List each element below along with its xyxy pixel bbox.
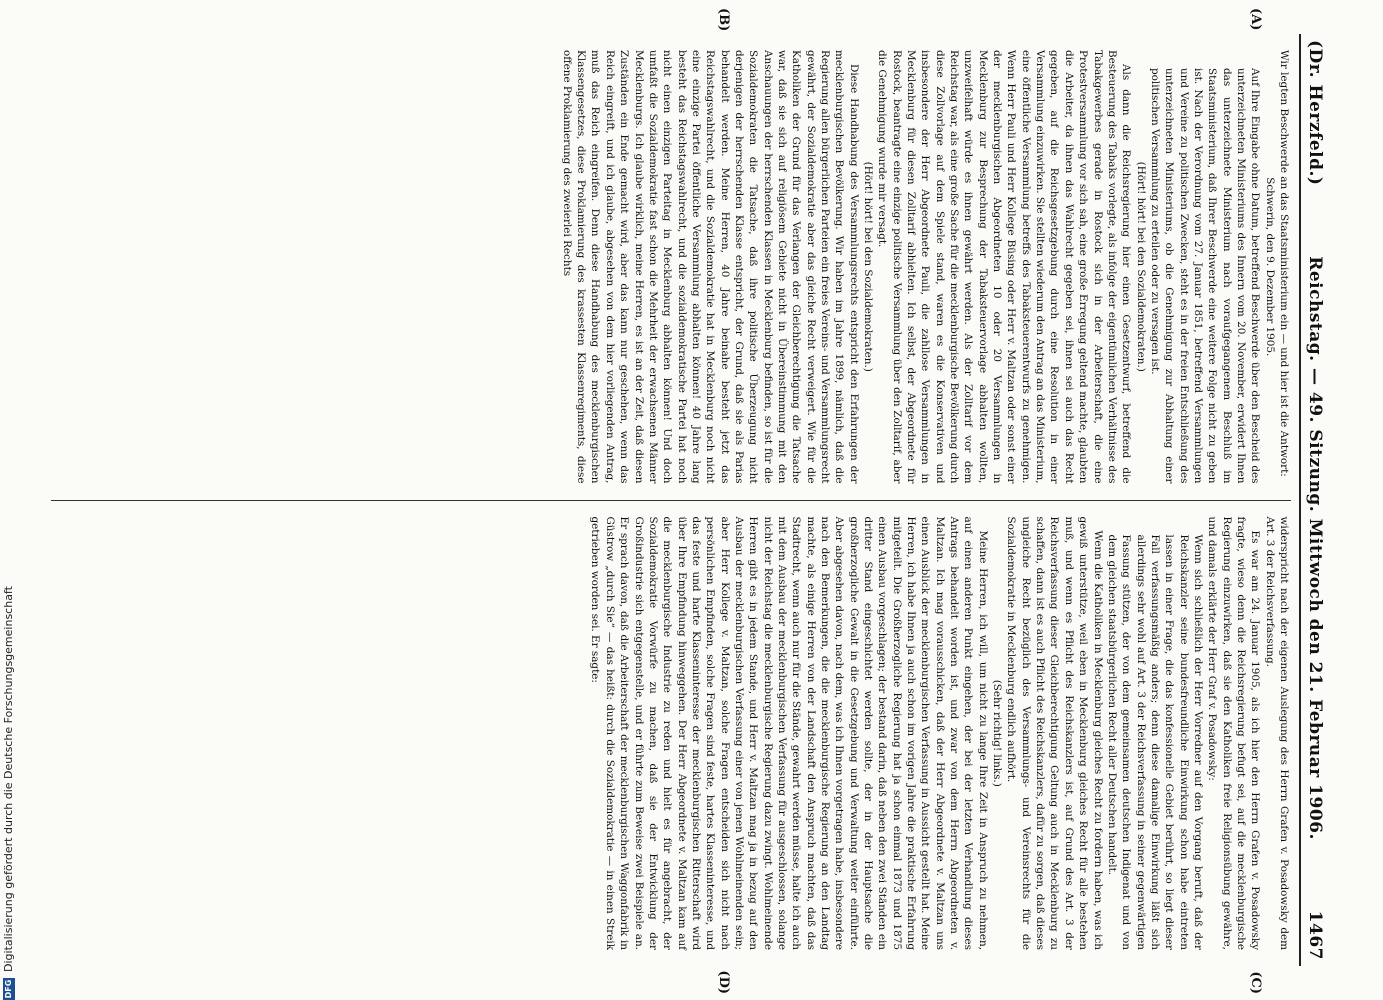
paragraph: Wenn die Katholiken in Mecklenburg gleiches Recht zu fordern haben, was ich gewiß unterstütze, weil eben in Mecklenburg gleiches Recht für alle bestehen muß, und wenn es Pflicht des Reichskanzlers ist, auf Grund des Art. 3 der Reichsverfassung dieser Gleichberechtigung Geltung auch in Mecklenburg zu schaffen, dann ist es auch Pflicht des Reichskanzlers, dafür zu sorgen, daß dieses ungleiche Recht bezüglich des Versammlungs- und Vereinsrechts für die Sozialdemokratie in Mecklenburg endlich aufhört.	[1005, 516, 1104, 950]
paragraph: Es war am 24. Januar 1905, als ich hier den Herrn Grafen v. Posadowsky fragte, wieso denn die Reichsregierung befugt sei, auf die mecklenburgische Regierung einzuwirken, daß sie den Katholiken freie Religionsübung gewähre, und damals erklärte der Herr Graf v. Posadowsky:	[1206, 516, 1262, 950]
dfg-logo: DFG	[3, 979, 13, 999]
paragraph: Diese Handhabung des Versammlungsrechts entspricht den Erfahrungen der mecklenburgischen Bevölkerung. Wir haben im Jahre 1899, nämlich, daß die Regierung allen bürgerlichen Parteien ein freies Vereins- und Versammlungsrecht gewährt, der Sozialdemokratie aber das gleiche Recht verweigert. Wie für die Katholiken der Grund für das Verlangen der Gleichberechtigung die Tatsache war, daß sie sich auf religiösem Gebiete nicht in Übereinstimmung mit den Anschauungen der herrschenden Klassen in Mecklenburg befinden, so ist für die Sozialdemokraten die Tatsache, daß ihre politische Überzeugung nicht derjenigen der herrschenden Klasse entspricht, der Grund, daß sie als Parias behandelt werden. Meine Herren, 40 Jahre beinahe besteht jetzt das Reichstagswahlrecht, und die Sozialdemokratie hat in Mecklenburg noch nicht eine einzige Partei öffentliche Versammlung abhalten können! 40 Jahre lang besteht das Reichstagswahlrecht, und die sozialdemokratische Partei hat noch nicht einen einzigen Parteitag in Mecklenburg abhalten können! Und doch umfaßt die Sozialdemokratie fast schon die Mehrheit der erwachsenen Männer Mecklenburgs. Ich glaube wirklich, meine Herren, es ist an der Zeit, daß diesen Zuständen ein Ende gemacht wird, aber das kann nur geschehen, wenn das Reich eingreift, und ich glaube, abgesehen von dem hier vorliegenden Antrag, muß das Reich eingreifen. Denn diese Handhabung des mecklenburgischen Klassengesetzes, diese Proklamierung des krassesten Klassenregiments, diese offene Proklamierung des zweierlei Rechts	[560, 50, 860, 484]
paragraph: Auf Ihre Eingabe ohne Datum, betreffend Beschwerde über den Bescheid des unterzeichneten Ministeriums des Innern vom 20. November, erwidert Ihnen das unterzeichnete Ministerium nach voraufgegangenem Beschluß im Staatsministerium, daß Ihrer Beschwerde eine weitere Folge nicht zu geben ist. Nach der Verordnung vom 27. Januar 1851, betreffend Versammlungen und Vereine zu politischen Zwecken, steht es in der freien Entschließung des unterzeichneten Ministeriums, ob die Genehmigung zur Abhaltung einer politischen Versammlung zu erteilen oder zu versagen ist.	[1148, 68, 1262, 484]
page-number: 1467	[1305, 910, 1325, 960]
paragraph: (Sehr richtig! links.)	[991, 679, 1004, 787]
right-column	[51, 501, 1291, 967]
paragraph: widerspricht nach der eigenen Auslegung des Herrn Grafen v. Posadowsky dem Art. 3 der Reichsverfassung.	[1263, 516, 1290, 950]
margin-marker-d: (D)	[716, 970, 731, 994]
left-column	[51, 34, 1291, 500]
page-header	[1299, 34, 1325, 966]
text-columns	[51, 8, 1291, 994]
paragraph: Wenn sich schließlich der Herr Vorredner auf den Vorgang beruft, daß der Reichskanzler seine bundesfreundliche Einwirkung schon habe eintreten lassen in einer Frage, die das konfessionelle Gebiet berührt, so liegt dieser Fall verfassungsmäßig anders; denn diese damalige Einwirkung läßt sich allerdings sehr wohl auf Art. 3 der Reichsverfassung in seiner gegenwärtigen Fassung stützen, der von dem gemeinsamen deutschen Indigenat und von dem gleichen staatsbürgerlichen Recht aller Deutschen handelt.	[1105, 534, 1204, 950]
margin-marker-a: (A)	[1248, 8, 1263, 31]
session-title: Reichstag. — 49. Sitzung. Mittwoch den 21. Februar 1906.	[1305, 256, 1325, 840]
paragraph: (Hört! hört! bei den Sozialdemokraten.)	[862, 161, 875, 372]
paragraph: Meine Herren, ich will, um nicht zu lange Ihre Zeit in Anspruch zu nehmen, auf einen anderen Punkt eingehen, der bei der letzten Verhandlung dieses Antrags behandelt worden ist, und zwar von dem Herrn Abgeordneten v. Maltzan. Ich mag vorausschicken, daß der Herr Abgeordnete v. Maltzan uns einen Ausblick der mecklenburgischen Verfassung in Aussicht gestellt hat. Meine Herren, ich habe Ihnen ja auch schon im vorigen Jahre die praktische Erfahrung mitgeteilt. Die Großherzogliche Regierung hat ja schon einmal 1873 und 1875 einen Ausbau vorgeschlagen; der bestand darin, daß neben den zwei Ständen ein dritter Stand eingeschichtet werden sollte, der in der Hauptsache die großherzogliche Gewalt in die Gesetzgebung und Verwaltung weiter einführte. Aber abgesehen davon, nach dem, was ich Ihnen vorgetragen habe, insbesondere nach den Bemerkungen, die die mecklenburgische Regierung an den Landtag machte, als einige Herren von der Landschaft den Anspruch machten, daß das Stadtrecht, wenn auch nur für die Stände, gewahrt werden müsse, halte ich auch mit dem Ausbau der mecklenburgischen Verfassung für ausgeschlossen, solange nicht der Reichstag die mecklenburgische Regierung dazu zwingt. Wohlmeinende Herren gibt es in jedem Stande, und Herr v. Maltzan mag ja in bezug auf den Ausbau der mecklenburgischen Verfassung einer von jenen Wohlmeinenden sein; aber Herr Kollege v. Maltzan, solche Fragen entscheiden sich nicht nach persönlichen Empfinden, solche Fragen sind feste, hartes Klasseninteresse, und das feste und harte Klasseninteresse der mecklenburgischen Ritterschaft wird über Ihre Empfindung hinweggehen. Der Herr Abgeordnete v. Maltzan kam auf die mecklenburgische Industrie zu reden und hielt es für angebracht, der Sozialdemokratie Vorwürfe zu machen, daß sie der Entwicklung der Großindustrie sich entgegenstelle, und er führte zum Beweise zwei Beispiele an. Er sprach davon, daß die Arbeiterschaft der mecklenburgischen Waggonfabrik in Güstrow „durch Sie“ — das heißt: durch die Sozialdemokratie — in einen Streik getrieben worden sei. Er sagte:	[589, 516, 989, 950]
paragraph: Als dann die Reichsregierung hier einen Gesetzentwurf, betreffend die Besteuerung des Tabaks vorlegte, als infolge der eigentümlichen Verhältnisse des Tabakgewerbes gerade in Rostock sich in der Arbeiterschaft, die eine Protestversammlung vor sich sah, eine große Erregung geltend machte, glaubten die Arbeiter, da ihnen das Wahlrecht gegeben sei, ihnen sei auch das Recht gegeben, auf die Reichsgesetzgebung durch eine Resolution in einer Versammlung einzuwirken. Sie stellten wiederum den Antrag an das Ministerium, eine öffentliche Versammlung betreffs des Tabaksteuerentwurfs zu genehmigen. Wenn Herr Pauli und Herr Kollege Büsing oder Herr v. Maltzan oder sonst einer der mecklenburgischen Abgeordneten 10 oder 20 Versammlungen in Mecklenburg zur Besprechung der Tabaksteuervorlage abhalten wollten, unzweifelhaft würde es ihnen gewährt werden. Als der Zolltarif vor dem Reichstag war, als eine große Sache für die mecklenburgische Bevölkerung durch diese Zollvorlage auf dem Spiele stand, waren es die Konservativen und insbesondere der Herr Abgeordnete Pauli, die zahllose Versammlungen in Mecklenburg für diesen Zolltarif abhielten. Ich selbst, der Abgeordnete für Rostock, beantragte eine einzige politische Versammlung über den Zolltarif, aber die Genehmigung wurde mir versagt.	[876, 50, 1133, 484]
margin-marker-b: (B)	[716, 8, 731, 32]
speaker-name: (Dr. Herzfeld.)	[1305, 40, 1325, 186]
paragraph: (Hört! hört! bei den Sozialdemokraten.)	[1134, 161, 1147, 372]
digitization-credit	[2, 586, 15, 1000]
paragraph: Schwerin, den 9. Dezember 1905.	[1263, 177, 1276, 357]
credit-text: Digitalisierung gefördert durch die Deutsche Forschungsgemeinschaft	[2, 586, 15, 972]
margin-marker-c: (C)	[1248, 971, 1263, 994]
paragraph: Wir legten Beschwerde an das Staatsministerium ein — und hier ist die Antwort:	[1278, 50, 1290, 477]
